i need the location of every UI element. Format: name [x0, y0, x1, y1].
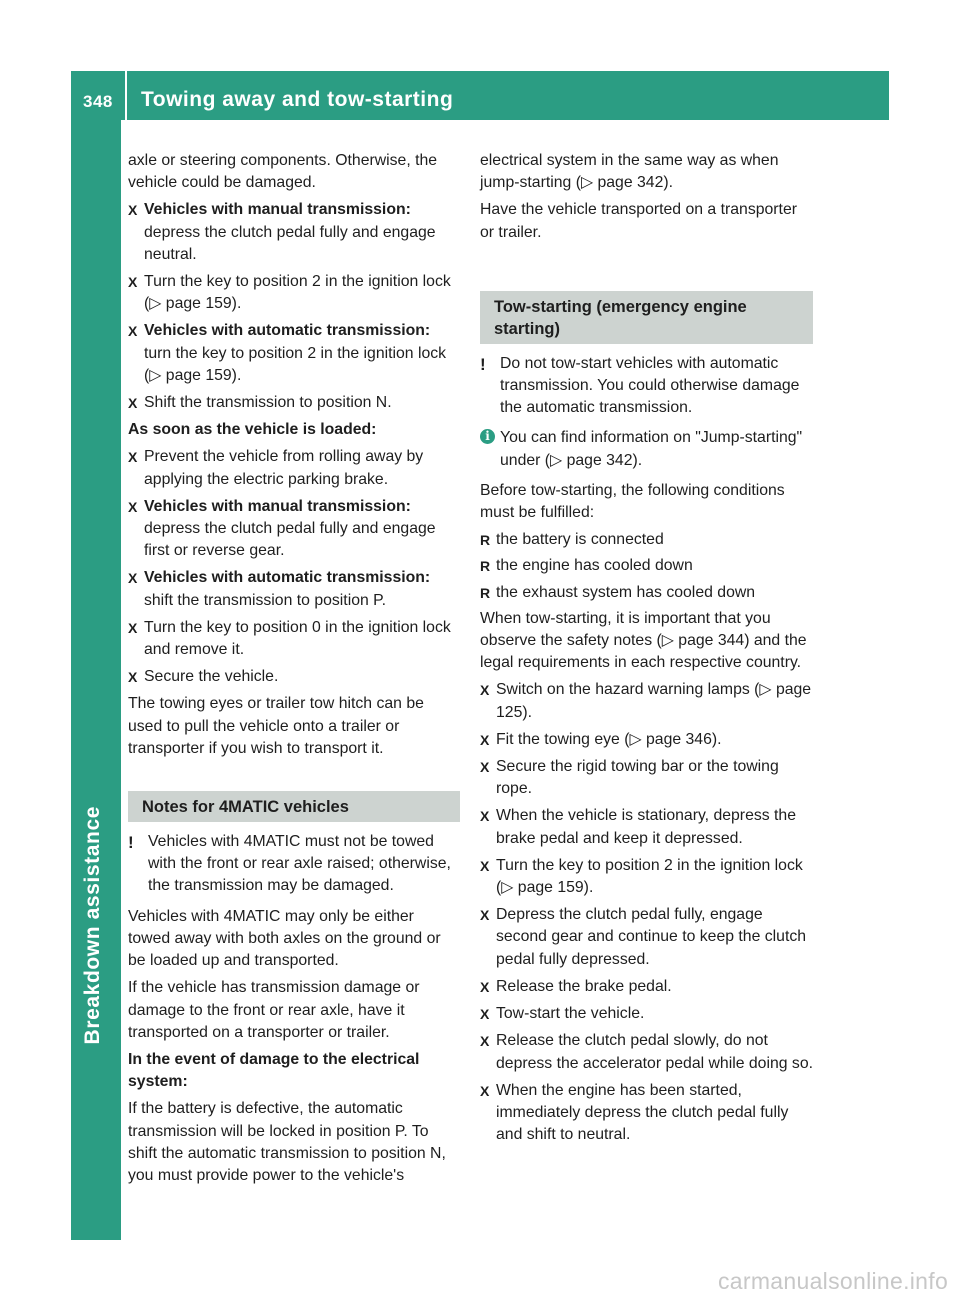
step-arrow-icon: X	[480, 731, 490, 748]
bullet-icon: R	[480, 584, 491, 601]
step-arrow-icon: X	[128, 619, 138, 636]
step-text: Release the brake pedal.	[496, 977, 672, 995]
step	[128, 567, 460, 611]
step-text: Turn the key to position 0 in the ignition lock and remove it.	[144, 618, 451, 659]
step-arrow-icon: X	[480, 808, 490, 825]
info-text: You can find information on "Jump-starting" under (▷ page 342).	[500, 429, 803, 469]
page-number: 348	[83, 92, 113, 111]
bullet-icon: R	[480, 558, 491, 575]
step-text: Turn the key to position 2 in the ignition lock (▷ page 159).	[496, 856, 803, 897]
step-arrow-icon: X	[128, 669, 138, 686]
step	[480, 679, 813, 723]
step	[128, 199, 460, 266]
left-column	[128, 150, 460, 1192]
step-arrow-icon: X	[480, 1033, 490, 1050]
condition-item	[480, 555, 813, 577]
step-arrow-icon: X	[480, 682, 490, 699]
step-arrow-icon: X	[480, 1082, 490, 1099]
step	[480, 1003, 813, 1025]
step	[128, 446, 460, 490]
step-text: When the vehicle is stationary, depress the brake pedal and keep it depressed.	[496, 807, 797, 847]
condition-item	[480, 582, 813, 604]
step	[480, 1080, 813, 1147]
warning-notice	[128, 831, 460, 898]
warning-text: Vehicles with 4MATIC must not be towed with the front or rear axle raised; otherwise, the transmission may be damaged.	[148, 833, 451, 895]
step	[480, 756, 813, 800]
step-arrow-icon: X	[128, 202, 138, 219]
step	[128, 617, 460, 661]
step-text: When the engine has been started, immediately depress the clutch pedal fully and shift to neutral.	[496, 1081, 789, 1144]
header-divider	[125, 71, 127, 120]
step	[128, 320, 460, 387]
step-text: Release the clutch pedal slowly, do not depress the accelerator pedal while doing so.	[496, 1032, 814, 1072]
section-heading: Notes for 4MATIC vehicles	[128, 791, 460, 822]
step	[480, 904, 813, 971]
step-text: Prevent the vehicle from rolling away by applying the electric parking brake.	[144, 448, 424, 488]
paragraph: When tow-starting, it is important that you observe the safety notes (▷ page 344) and the legal requirements in each respective country.	[480, 609, 807, 672]
step-condition: Vehicles with manual transmission:	[144, 497, 411, 515]
step-arrow-icon: X	[480, 978, 490, 995]
paragraph: electrical system in the same way as when jump-starting (▷ page 342).	[480, 152, 779, 192]
step-condition: Vehicles with manual transmission:	[144, 201, 411, 219]
step-arrow-icon: X	[128, 498, 138, 515]
page-header	[71, 71, 889, 120]
condition-text: the exhaust system has cooled down	[496, 583, 756, 601]
step	[128, 496, 460, 563]
step-text: Secure the rigid towing bar or the towing rope.	[496, 758, 779, 798]
step	[128, 271, 460, 315]
step-text: Secure the vehicle.	[144, 668, 279, 686]
step-arrow-icon: X	[480, 759, 490, 776]
paragraph: axle or steering components. Otherwise, the vehicle could be damaged.	[128, 152, 438, 192]
step-text: shift the transmission to position P.	[144, 591, 387, 609]
step	[480, 1030, 813, 1074]
step	[480, 855, 813, 899]
step-text: Switch on the hazard warning lamps (▷ page 125).	[496, 681, 812, 721]
step-condition: Vehicles with automatic transmission:	[144, 569, 431, 587]
step-text: Tow-start the vehicle.	[496, 1005, 645, 1023]
condition-text: the engine has cooled down	[496, 557, 693, 575]
info-notice	[480, 427, 813, 471]
paragraph: If the battery is defective, the automatic transmission will be locked in position P. To shift the automatic transmission to position N, you must provide power to the vehicle's	[128, 1100, 446, 1184]
step-arrow-icon: X	[128, 570, 138, 587]
step-text: Depress the clutch pedal fully, engage second gear and continue to keep the clutch pedal fully depressed.	[496, 906, 807, 968]
paragraph: Before tow-starting, the following conditions must be fulfilled:	[480, 481, 785, 522]
step-text: Fit the towing eye (▷ page 346).	[496, 730, 722, 748]
subheading: As soon as the vehicle is loaded:	[128, 421, 377, 439]
warning-notice	[480, 353, 813, 420]
step	[480, 729, 813, 751]
chapter-title: Towing away and tow-starting	[141, 88, 454, 111]
step-arrow-icon: X	[480, 1006, 490, 1023]
side-tab	[71, 120, 121, 1240]
step-text: Shift the transmission to position N.	[144, 394, 392, 412]
step	[480, 976, 813, 998]
step-arrow-icon: X	[128, 395, 138, 412]
warning-icon: !	[480, 354, 486, 374]
step	[128, 666, 460, 688]
step-text: turn the key to position 2 in the ignition lock (▷ page 159).	[144, 344, 447, 384]
step-arrow-icon: X	[480, 857, 490, 874]
step-text: depress the clutch pedal fully and engage neutral.	[144, 223, 436, 263]
side-tab-label: Breakdown assistance	[81, 806, 104, 1045]
section-heading: Tow-starting (emergency engine starting)	[480, 291, 813, 344]
warning-icon: !	[128, 833, 134, 853]
step	[128, 392, 460, 414]
condition-item	[480, 529, 813, 551]
step-condition: Vehicles with automatic transmission:	[144, 322, 431, 340]
paragraph: If the vehicle has transmission damage or damage to the front or rear axle, have it transported on a transporter or trailer.	[128, 979, 420, 1041]
right-column	[480, 150, 813, 1151]
subheading: In the event of damage to the electrical system:	[128, 1050, 420, 1091]
bullet-icon: R	[480, 532, 491, 549]
step-arrow-icon: X	[480, 907, 490, 924]
condition-text: the battery is connected	[496, 531, 664, 549]
paragraph: Vehicles with 4MATIC may only be either towed away with both axles on the ground or be loaded up and transported.	[128, 907, 441, 970]
info-icon: i	[480, 429, 495, 444]
step-text: depress the clutch pedal fully and engage first or reverse gear.	[144, 520, 436, 560]
step-text: Turn the key to position 2 in the ignition lock (▷ page 159).	[144, 273, 451, 313]
step-arrow-icon: X	[128, 449, 138, 466]
step-arrow-icon: X	[128, 274, 138, 291]
watermark[interactable]: carmanualsonline.info	[718, 1268, 949, 1294]
paragraph: Have the vehicle transported on a transporter or trailer.	[480, 201, 797, 241]
paragraph: The towing eyes or trailer tow hitch can be used to pull the vehicle onto a trailer or transporter if you wish to transport it.	[128, 695, 424, 757]
step-arrow-icon: X	[128, 323, 138, 340]
step	[480, 805, 813, 849]
warning-text: Do not tow-start vehicles with automatic transmission. You could otherwise damage the automatic transmission.	[500, 354, 800, 417]
